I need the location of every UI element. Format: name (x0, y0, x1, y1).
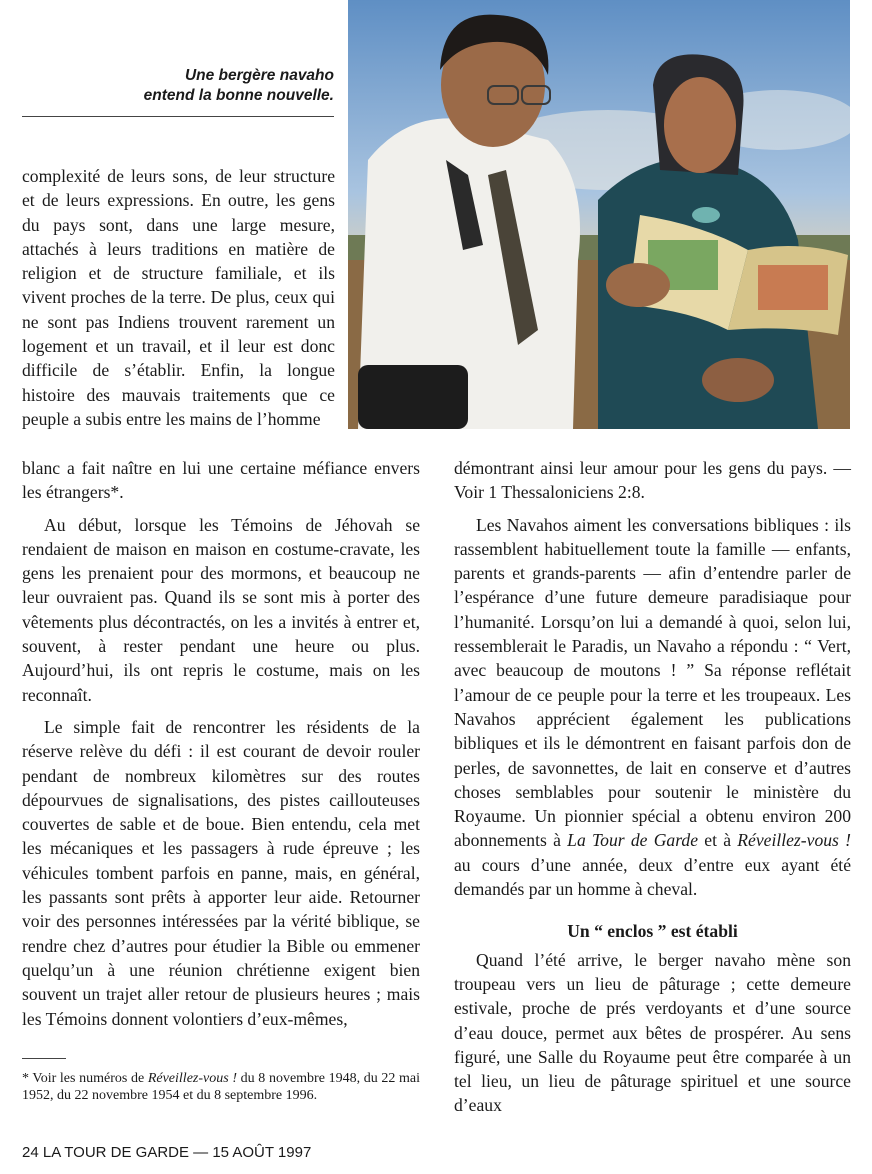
magazine-title-watchtower: La Tour de Garde (567, 830, 699, 851)
footnote (22, 1070, 420, 1104)
photo-caption (4, 66, 334, 106)
text-conversations: Les Navahos aiment les conversations bibliques : ils rassemblent habituellement toute la famille — enfants, parents et grands-parents — afin d’entendre parler de l’espérance d’une future demeure paradisiaque pour l’humanité. Lorsqu’on lui a demandé à quoi, selon lui, ressemblerait le Paradis, un Navaho a répondu : “ Vert, avec beaucoup de moutons ! ” Sa réponse reflétait l’amour de ce peuple pour la terre et les troupeaux. Les Navahos apprécient également les publications bibliques et ils le démontrent en faisant parfois don de perles, de savonnettes, de lait en conserve et d’autres choses semblables pour soutenir le ministère du Royaume. Un pionnier spécial a obtenu environ 200 abonnements à (454, 514, 851, 851)
footnote-text-b: du 8 novembre 1948, du 22 mai 1952, du 22 novembre 1954 et du 8 septembre 1996. (22, 1071, 420, 1103)
right-column (454, 456, 851, 1118)
paragraph-complexity: complexité de leurs sons, de leur structure et de leurs expressions. En outre, les gens du pays sont, dans une large mesure, attachés à leurs traditions en matière de religion et de structure familiale, et ils vivent proches de la terre. De plus, ceux qui ne sont pas Indiens trouvent rarement un logement et un travail, et il leur est donc difficile de s’établir. Enfin, la longue histoire des mauvais traitements que ce peuple a subis entre les mains de l’homme (22, 166, 335, 429)
text-subscriptions: au cours d’une année, deux d’entre eux ayant été demandés par un homme à cheval. (454, 854, 851, 900)
caption-line-1: Une bergère navaho (184, 67, 334, 84)
caption-divider (22, 116, 334, 117)
section-subheading: Un “ enclos ” est établi (567, 921, 738, 942)
paragraph-bible-conversations (454, 513, 851, 902)
paragraph-distrust-end: blanc a fait naître en lui une certaine méfiance envers les étrangers*. (22, 458, 420, 503)
photo-witness-and-shepherdess (348, 0, 850, 429)
paragraph-reservation-challenge: Le simple fait de rencontrer les résidents de la réserve relève du défi : il est courant de devoir rouler pendant de nombreux kilomètres sur des routes dépourvues de signalisations, des pistes caillouteuses couvertes de sable et de boue. Bien entendu, cela met les mécaniques et les passagers à rude épreuve ; les véhicules tombent parfois en panne, mais, en général, les passants sont prêts à apporter leur aide. Retourner voir des personnes intéressées par la vérité biblique, se rendre chez d’autres pour étudier la Bible ou emmener quelqu’un à une réunion chrétienne exigent bien souvent un trajet aller retour de plusieurs heures ; mais les Témoins donnent volontiers d’eux-mêmes, (22, 716, 420, 1029)
footnote-divider (22, 1058, 66, 1059)
left-column-top (22, 164, 335, 431)
left-column (22, 456, 420, 1031)
footnote-text-a: * Voir les numéros de (22, 1071, 148, 1086)
page-folio: 24 LA TOUR DE GARDE — 15 AOÛT 1997 (22, 1144, 312, 1161)
magazine-title-awake: Réveillez-vous ! (737, 830, 851, 851)
paragraph-summer-pasture: Quand l’été arrive, le berger navaho mène son troupeau vers un lieu de pâturage ; cette demeure estivale, proche de prés verdoyants et d’une source d’eau douce, permet aux bêtes de prospérer. Au sens figuré, une Salle du Royaume peut être comparée à un tel lieu, un lieu de pâturage spirituel et une source d’eaux (454, 949, 851, 1116)
caption-line-2: entend la bonne nouvelle. (143, 87, 334, 104)
footnote-magazine-title: Réveillez-vous ! (147, 1071, 237, 1086)
text-and: et à (698, 830, 738, 851)
paragraph-love-for-people: démontrant ainsi leur amour pour les gens du pays. — Voir 1 Thessaloniciens 2:8. (454, 458, 851, 503)
paragraph-first-visits: Au début, lorsque les Témoins de Jéhovah se rendaient de maison en maison en costume-cravate, les gens les prenaient pour des mormons, et beaucoup ne leur ouvraient pas. Quand ils se sont mis à porter des vêtements plus décontractés, on les a invités à entrer et, souvent, à rester pendant une heure ou plus. Aujourd’hui, ils ont repris le costume, mais on les reconnaît. (22, 514, 420, 705)
